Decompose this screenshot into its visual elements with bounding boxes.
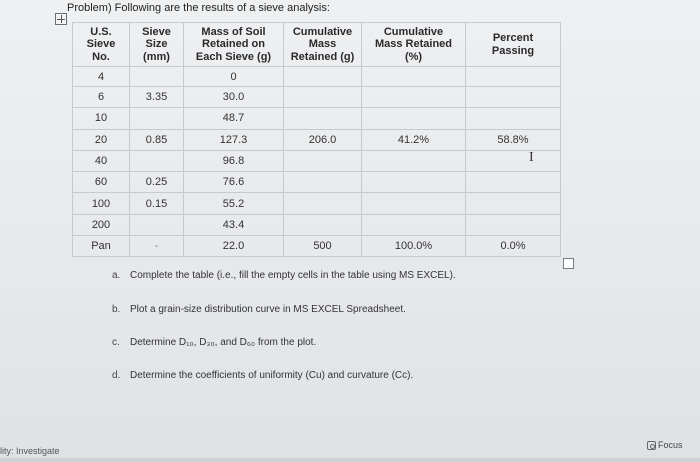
header-cell (184, 23, 284, 67)
focus-label: Focus (658, 440, 683, 450)
table-cell[interactable]: 43.4 (184, 214, 284, 235)
table-cell[interactable] (284, 150, 362, 171)
table-cell[interactable]: 20 (73, 129, 130, 150)
table-cell[interactable]: 0.25 (130, 172, 184, 193)
table-cell[interactable]: 55.2 (184, 193, 284, 214)
table-cell[interactable]: 60 (73, 172, 130, 193)
problem-title: Problem) Following are the results of a sieve analysis: (67, 2, 330, 14)
table-cell[interactable]: - (130, 236, 184, 257)
header-cumulative-percent: Cumulative Mass Retained (%) (374, 25, 453, 63)
table-cell[interactable] (362, 87, 466, 108)
header-sieve-no: U.S. Sieve No. (86, 25, 116, 63)
table-cell[interactable]: 4 (73, 67, 130, 87)
table-cell[interactable]: 22.0 (184, 236, 284, 257)
table-cell[interactable] (466, 108, 561, 129)
table-cell[interactable]: 96.8 (184, 150, 284, 171)
table-cell[interactable] (362, 193, 466, 214)
table-cell[interactable] (284, 87, 362, 108)
table-cell[interactable]: 10 (73, 108, 130, 129)
header-cell (362, 23, 466, 67)
question-letter: d. (112, 370, 121, 381)
table-cell[interactable]: 3.35 (130, 87, 184, 108)
question-letter: a. (112, 270, 121, 281)
table-cell[interactable]: 206.0 (284, 129, 362, 150)
table-move-handle-icon[interactable] (55, 13, 67, 25)
table-cell[interactable] (362, 172, 466, 193)
table-row (73, 87, 561, 108)
table-cell[interactable] (362, 150, 466, 171)
header-mass-retained: Mass of Soil Retained on Each Sieve (g) (195, 25, 272, 63)
question-text: Determine the coefficients of uniformity (Cu) and curvature (Cc). (130, 370, 414, 381)
checkbox[interactable] (563, 258, 574, 269)
table-cell[interactable]: 500 (284, 236, 362, 257)
table-cell[interactable] (130, 108, 184, 129)
table-cell[interactable] (130, 67, 184, 87)
table-row (73, 108, 561, 129)
table-cell[interactable] (362, 214, 466, 235)
table-row (73, 150, 561, 171)
question-letter: c. (112, 337, 120, 348)
header-cell (130, 23, 184, 67)
header-percent-passing: Percent Passing (491, 32, 535, 57)
question-text: Plot a grain-size distribution curve in MS EXCEL Spreadsheet. (130, 304, 406, 315)
focus-button[interactable] (647, 440, 683, 450)
question-letter: b. (112, 304, 121, 315)
table-cell[interactable]: 200 (73, 214, 130, 235)
table-cell[interactable]: 76.6 (184, 172, 284, 193)
table-cell[interactable] (466, 214, 561, 235)
table-cell[interactable]: 100.0% (362, 236, 466, 257)
header-row (73, 23, 561, 67)
table-cell[interactable] (284, 193, 362, 214)
header-cumulative-mass: Cumulative Mass Retained (g) (290, 25, 355, 63)
table-cell[interactable] (284, 108, 362, 129)
question-item (112, 270, 456, 281)
table-cell[interactable] (284, 214, 362, 235)
header-sieve-size: Sieve Size (mm) (142, 25, 171, 63)
table-row (73, 236, 561, 257)
table-cell[interactable]: 58.8% (466, 129, 561, 150)
table-cell[interactable] (466, 67, 561, 87)
table-cell[interactable] (466, 87, 561, 108)
table-cell[interactable]: 0.85 (130, 129, 184, 150)
text-cursor-icon: I (529, 150, 534, 165)
table-cell[interactable] (362, 108, 466, 129)
status-bar-text[interactable]: lity: Investigate (0, 446, 60, 456)
header-cell (466, 23, 561, 67)
table-cell[interactable] (284, 67, 362, 87)
table-cell[interactable]: 0.15 (130, 193, 184, 214)
table-row (73, 193, 561, 214)
table-row (73, 214, 561, 235)
header-cell (73, 23, 130, 67)
table-cell[interactable]: 48.7 (184, 108, 284, 129)
table-cell[interactable] (130, 150, 184, 171)
table-cell[interactable]: 127.3 (184, 129, 284, 150)
header-cell (284, 23, 362, 67)
table-cell[interactable]: 40 (73, 150, 130, 171)
table-cell[interactable]: 100 (73, 193, 130, 214)
table-cell[interactable]: 0.0% (466, 236, 561, 257)
table-row (73, 67, 561, 87)
question-text: Determine D₁₀, D₃₀, and D₆₀ from the plot. (130, 337, 317, 348)
table-cell[interactable]: 0 (184, 67, 284, 87)
table-cell[interactable] (362, 67, 466, 87)
question-item (112, 304, 406, 315)
table-row (73, 172, 561, 193)
sieve-table (72, 22, 561, 257)
table-cell[interactable] (466, 193, 561, 214)
table-cell[interactable]: 30.0 (184, 87, 284, 108)
table-cell[interactable]: 6 (73, 87, 130, 108)
table-cell[interactable] (466, 150, 561, 171)
table-row (73, 129, 561, 150)
table-cell[interactable] (130, 214, 184, 235)
table-cell[interactable] (466, 172, 561, 193)
footer-divider (0, 458, 700, 462)
table-cell[interactable]: Pan (73, 236, 130, 257)
focus-icon (647, 441, 656, 450)
question-item (112, 370, 413, 381)
table-cell[interactable]: 41.2% (362, 129, 466, 150)
table-cell[interactable] (284, 172, 362, 193)
question-text: Complete the table (i.e., fill the empty cells in the table using MS EXCEL). (130, 270, 456, 281)
question-item (112, 337, 316, 348)
